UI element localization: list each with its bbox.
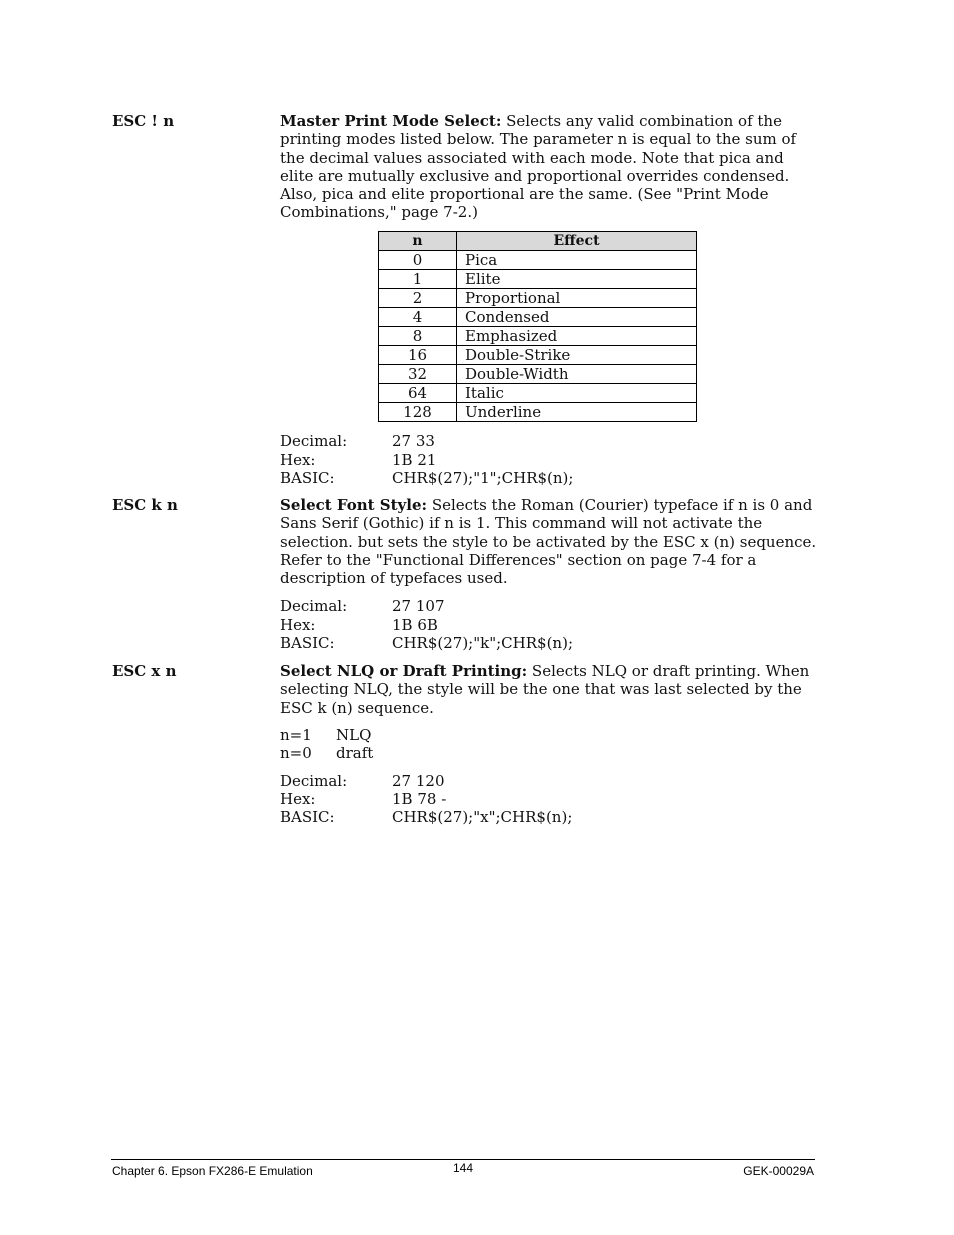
code-value-hex: 1B 21 <box>392 451 437 469</box>
code-value-basic: CHR$(27);"k";CHR$(n); <box>392 634 573 652</box>
section-description: Selects the Roman (Courier) typeface if n is 0 and Sans Serif (Gothic) if n is 1. This command will not activate the selection. but sets the style to be activated by the ESC x (n) sequence. Refer to the "Functional Differences" section on page 7-4 for a description of typefaces used. <box>280 496 817 588</box>
table-row <box>379 384 697 403</box>
cell-effect: Elite <box>457 270 697 289</box>
cell-n: 16 <box>379 346 457 365</box>
cell-effect: Pica <box>457 251 697 270</box>
footer-chapter: Chapter 6. Epson FX286-E Emulation <box>112 1164 313 1178</box>
code-value-decimal: 27 120 <box>392 772 445 790</box>
table-row <box>379 365 697 384</box>
cell-effect: Italic <box>457 384 697 403</box>
cell-n: 2 <box>379 289 457 308</box>
table-row <box>379 327 697 346</box>
option-key: n=1 <box>280 726 312 744</box>
esc-excl-codes <box>280 432 780 488</box>
code-value-hex: 1B 78 - <box>392 790 447 808</box>
cell-n: 64 <box>379 384 457 403</box>
code-value-basic: CHR$(27);"1";CHR$(n); <box>392 469 574 487</box>
master-print-mode-paragraph <box>280 112 820 222</box>
table-row <box>379 346 697 365</box>
select-nlq-draft-paragraph <box>280 662 820 717</box>
code-label-decimal: Decimal: <box>280 597 348 615</box>
print-mode-table <box>378 231 697 422</box>
section-title: Select NLQ or Draft Printing: <box>280 662 528 680</box>
cell-effect: Emphasized <box>457 327 697 346</box>
cell-n: 1 <box>379 270 457 289</box>
code-label-hex: Hex: <box>280 616 316 634</box>
code-label-basic: BASIC: <box>280 469 335 487</box>
code-value-hex: 1B 6B <box>392 616 438 634</box>
option-key: n=0 <box>280 744 312 762</box>
table-row <box>379 270 697 289</box>
code-label-hex: Hex: <box>280 451 316 469</box>
footer-doc-id: GEK-00029A <box>743 1164 814 1178</box>
table-row <box>379 403 697 422</box>
code-label-decimal: Decimal: <box>280 772 348 790</box>
option-value: NLQ <box>336 726 372 744</box>
cell-n: 4 <box>379 308 457 327</box>
select-font-style-paragraph <box>280 496 820 587</box>
esc-x-codes <box>280 772 780 828</box>
cell-effect: Proportional <box>457 289 697 308</box>
code-label-decimal: Decimal: <box>280 432 348 450</box>
command-esc-k-n: ESC k n <box>112 496 178 514</box>
code-value-basic: CHR$(27);"x";CHR$(n); <box>392 808 573 826</box>
cell-effect: Double-Strike <box>457 346 697 365</box>
table-row <box>379 308 697 327</box>
code-label-basic: BASIC: <box>280 634 335 652</box>
nlq-options <box>280 726 480 764</box>
header-n: n <box>379 232 457 251</box>
section-title: Master Print Mode Select: <box>280 112 502 130</box>
code-label-hex: Hex: <box>280 790 316 808</box>
table-header-row <box>379 232 697 251</box>
cell-n: 0 <box>379 251 457 270</box>
code-label-basic: BASIC: <box>280 808 335 826</box>
footer-divider <box>111 1159 815 1160</box>
command-esc-excl-n: ESC ! n <box>112 112 175 130</box>
cell-effect: Condensed <box>457 308 697 327</box>
section-description: Selects NLQ or draft printing. When selecting NLQ, the style will be the one that was last selected by the ESC k (n) sequence. <box>280 662 810 717</box>
footer-page-number: 144 <box>453 1161 474 1175</box>
table-row <box>379 251 697 270</box>
header-effect: Effect <box>457 232 697 251</box>
code-value-decimal: 27 107 <box>392 597 445 615</box>
table-row <box>379 289 697 308</box>
section-description: Selects any valid combination of the printing modes listed below. The parameter n is equal to the sum of the decimal values associated with each mode. Note that pica and elite are mutually exclusive and proportional overrides condensed. Also, pica and elite proportional are the same. (See "Print Mode Combinations," page 7-2.) <box>280 112 797 222</box>
cell-n: 32 <box>379 365 457 384</box>
cell-effect: Underline <box>457 403 697 422</box>
cell-n: 128 <box>379 403 457 422</box>
code-value-decimal: 27 33 <box>392 432 435 450</box>
esc-k-codes <box>280 597 780 653</box>
cell-effect: Double-Width <box>457 365 697 384</box>
command-esc-x-n: ESC x n <box>112 662 177 680</box>
section-title: Select Font Style: <box>280 496 428 514</box>
option-value: draft <box>336 744 374 762</box>
cell-n: 8 <box>379 327 457 346</box>
